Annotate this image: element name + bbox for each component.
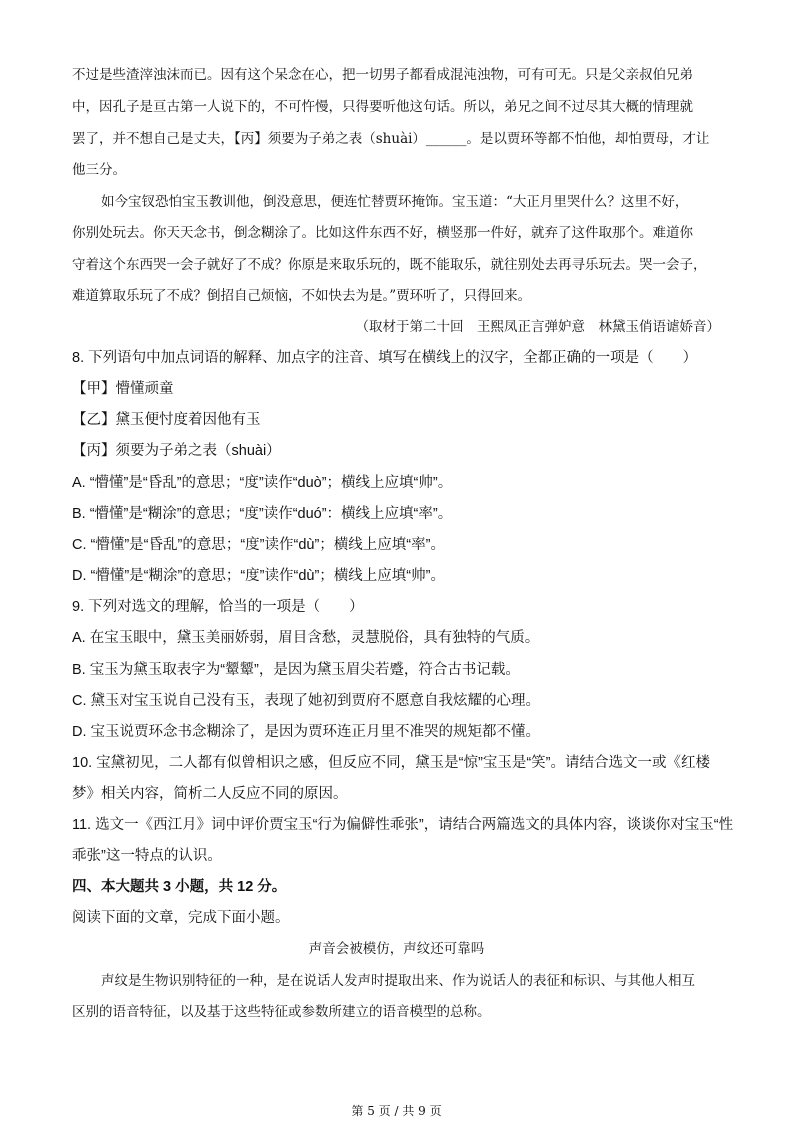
question-8-option-a: A. “懵懂”是“昏乱”的意思；“度”读作“duò”；横线上应填“帅”。 [72, 475, 453, 491]
passage-line: 中，因孔子是亘古第一人说下的，不可忤慢，只得要听他这句话。所以，弟兄之间不过尽其大概的情理就 [72, 99, 693, 115]
passage-line: 不过是些渣滓浊沫而已。因有这个呆念在心，把一切男子都看成混沌浊物，可有可无。只是父亲叔伯兄弟 [72, 67, 693, 83]
question-8-option-b: B. “懵懂”是“糊涂”的意思；“度”读作“duó”：横线上应填“率”。 [72, 506, 453, 522]
question-8-stem: 8. 下列语句中加点词语的解释、加点字的注音、填写在横线上的汉字，全都正确的一项是（ ） [72, 350, 698, 366]
question-11-line: 11. 选文一《西江月》词中评价贾宝玉“行为偏僻性乖张”，请结合两篇选文的具体内容，谈谈你对宝玉“性 [72, 817, 734, 833]
passage-line: 如今宝钗恐怕宝玉教训他，倒没意思，便连忙替贾环掩饰。宝玉道：“大正月里哭什么？这里不好， [101, 194, 689, 210]
article-title: 声音会被模仿，声纹还可靠吗 [308, 941, 485, 957]
page-footer: 第 5 页 / 共 9 页 [351, 1104, 442, 1118]
question-10-line: 梦》相关内容，简析二人反应不同的原因。 [72, 786, 348, 802]
article-line: 声纹是生物识别特征的一种，是在说话人发声时提取出来、作为说话人的表征和标识、与其他人相互 [101, 973, 695, 989]
passage-line: 你别处玩去。你天天念书，倒念糊涂了。比如这件东西不好，横竖那一件好，就弃了这件取那个。难道你 [72, 225, 693, 241]
question-9-stem: 9. 下列对选文的理解，恰当的一项是（ ） [72, 599, 364, 615]
question-9-option-a: A. 在宝玉眼中，黛玉美丽娇弱，眉目含愁，灵慧脱俗，具有独特的气质。 [72, 630, 540, 646]
question-9-option-c: C. 黛玉对宝玉说自己没有玉，表现了她初到贾府不愿意自我炫耀的心理。 [72, 693, 541, 709]
question-8-option-c: C. “懵懂”是“昏乱”的意思；“度”读作“dù”；横线上应填“率”。 [72, 537, 445, 553]
passage-line: 守着这个东西哭一会子就好了不成？你原是来取乐玩的，既不能取乐，就往别处去再寻乐玩去。哭一会子， [72, 257, 707, 273]
question-11-line: 乖张”这一特点的认识。 [72, 848, 222, 864]
passage-line: 难道算取乐玩了不成？倒招自己烦恼，不如快去为是。”贾环听了，只得回来。 [72, 288, 532, 304]
passage-line: 罢了，并不想自己是丈夫，【丙】须要为子弟之表（shuài）______。是以贾环等都不怕他，却怕贾母，才让 [72, 131, 710, 147]
section-instruction: 阅读下面的文章，完成下面小题。 [72, 910, 290, 926]
question-8-sentence-jia: 【甲】懵懂顽童 [72, 381, 174, 397]
passage-source: （取材于第二十回 王熙凤正言弹妒意 林黛玉俏语谑娇音） [355, 319, 720, 335]
section-heading: 四、本大题共 3 小题，共 12 分。 [72, 879, 287, 895]
question-10-line: 10. 宝黛初见，二人都有似曾相识之感，但反应不同，黛玉是“惊”宝玉是“笑”。请结合选文一或《红楼 [72, 755, 710, 771]
question-9-option-d: D. 宝玉说贾环念书念糊涂了，是因为贾环连正月里不准哭的规矩都不懂。 [72, 724, 541, 740]
question-8-option-d: D. “懵懂”是“糊涂”的意思；“度”读作“dù”；横线上应填“帅”。 [72, 568, 445, 584]
question-9-option-b: B. 宝玉为黛玉取表字为“颦颦”，是因为黛玉眉尖若蹙，符合古书记载。 [72, 662, 520, 678]
question-8-sentence-yi: 【乙】黛玉便忖度着因他有玉 [72, 412, 261, 428]
passage-line: 他三分。 [72, 162, 126, 178]
article-line: 区别的语音特征，以及基于这些特征或参数所建立的语音模型的总称。 [72, 1004, 491, 1020]
question-8-sentence-bing: 【丙】须要为子弟之表（shuài） [72, 443, 281, 459]
